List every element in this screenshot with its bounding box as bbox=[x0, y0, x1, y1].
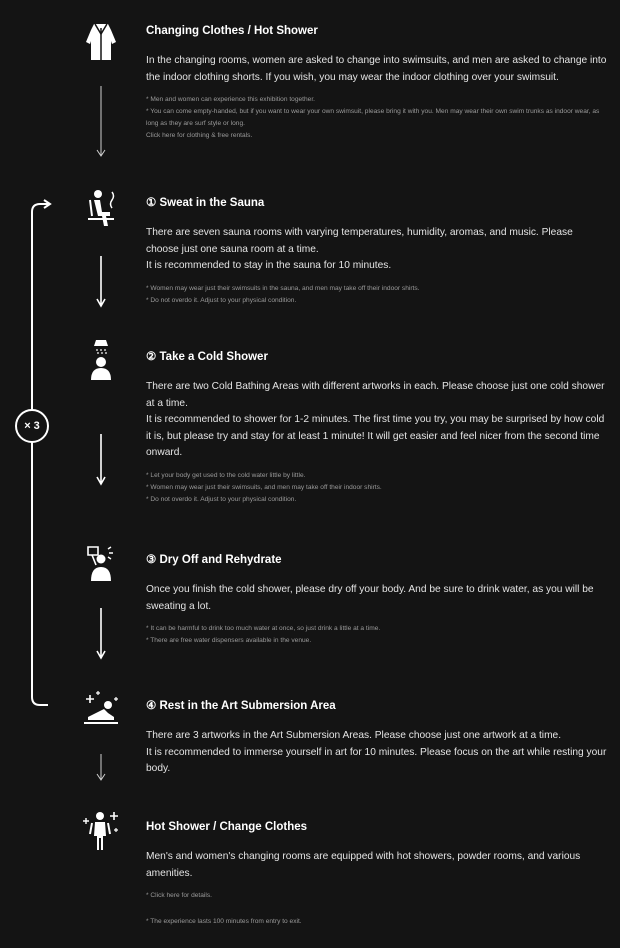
step-note: * There are free water dispensers available in the venue. bbox=[146, 637, 312, 644]
step-body: Once you finish the cold shower, please dry off your body. And be sure to drink water, as you will be sweating a lot. bbox=[146, 584, 594, 612]
step-title: Changing Clothes / Hot Shower bbox=[146, 25, 318, 37]
step-note: * It can be harmful to drink too much water at once, so just drink a little at a time. bbox=[146, 625, 381, 632]
step-body: It is recommended to immerse yourself in art for 10 minutes. Please focus on the art while resting your body. bbox=[146, 746, 607, 774]
step-note: * Do not overdo it. Adjust to your physical condition. bbox=[146, 296, 297, 304]
step-note: * You can come empty-handed, but if you want to wear your own swimsuit, please bring it with you. Men may wear their own swim trunks as indoor wear, as long as they are surf style or long. bbox=[146, 108, 600, 127]
step-body: It is recommended to stay in the sauna for 10 minutes. bbox=[146, 260, 392, 271]
step-title: ④ Rest in the Art Submersion Area bbox=[146, 700, 336, 712]
refreshed-person-icon bbox=[78, 808, 124, 852]
robe-icon bbox=[78, 20, 124, 64]
step-title: Hot Shower / Change Clothes bbox=[146, 821, 308, 833]
sauna-icon bbox=[78, 186, 124, 230]
spacer bbox=[146, 902, 608, 916]
down-arrow-icon bbox=[96, 608, 106, 660]
rehydrate-icon bbox=[78, 543, 124, 587]
step-body: In the changing rooms, women are asked to change into swimsuits, and men are asked to change into the indoor clothing shorts. If you wish, you may wear the indoor clothing over your swimsuit. bbox=[146, 55, 607, 83]
step-title: ① Sweat in the Sauna bbox=[146, 197, 265, 209]
step-note: * Women may wear just their swimsuits, and men may take off their indoor shirts. bbox=[146, 483, 382, 491]
step-body: There are two Cold Bathing Areas with different artworks in each. Please choose just one cold shower at a time. bbox=[146, 381, 605, 409]
step-note: * Do not overdo it. Adjust to your physical condition. bbox=[146, 495, 297, 503]
step-body: There are 3 artworks in the Art Submersion Areas. Please choose just one artwork at a time. bbox=[146, 730, 562, 741]
down-arrow-icon bbox=[96, 434, 106, 486]
down-arrow-icon bbox=[96, 86, 106, 158]
clothing-rentals-link[interactable]: Click here for clothing & free rentals. bbox=[146, 132, 253, 139]
step-note: * Women may wear just their swimsuits in the sauna, and men may take off their indoor shirts. bbox=[146, 284, 420, 292]
cold-shower-icon bbox=[78, 338, 124, 382]
step-title: ③ Dry Off and Rehydrate bbox=[146, 554, 282, 566]
experience-duration-note: * The experience lasts 100 minutes from entry to exit. bbox=[146, 918, 302, 925]
down-arrow-icon bbox=[96, 754, 106, 782]
details-link[interactable]: * Click here for details. bbox=[146, 892, 212, 899]
down-arrow-icon bbox=[96, 256, 106, 308]
repeat-count-badge: × 3 bbox=[15, 409, 49, 443]
step-note: * Let your body get used to the cold water little by little. bbox=[146, 471, 306, 479]
rest-icon bbox=[78, 687, 124, 731]
step-note: * Men and women can experience this exhibition together. bbox=[146, 96, 315, 103]
step-body: It is recommended to shower for 1-2 minutes. The first time you try, you may be surprised by how cold it is, but please try and stay for at least 1 minute! It will get easier and feel nicer from the second time onward. bbox=[146, 414, 605, 458]
step-body: There are seven sauna rooms with varying temperatures, humidity, aromas, and music. Please choose just one sauna room at a time. bbox=[146, 227, 573, 255]
step-title: ② Take a Cold Shower bbox=[146, 351, 268, 363]
step-body: Men's and women's changing rooms are equipped with hot showers, powder rooms, and various amenities. bbox=[146, 851, 581, 879]
